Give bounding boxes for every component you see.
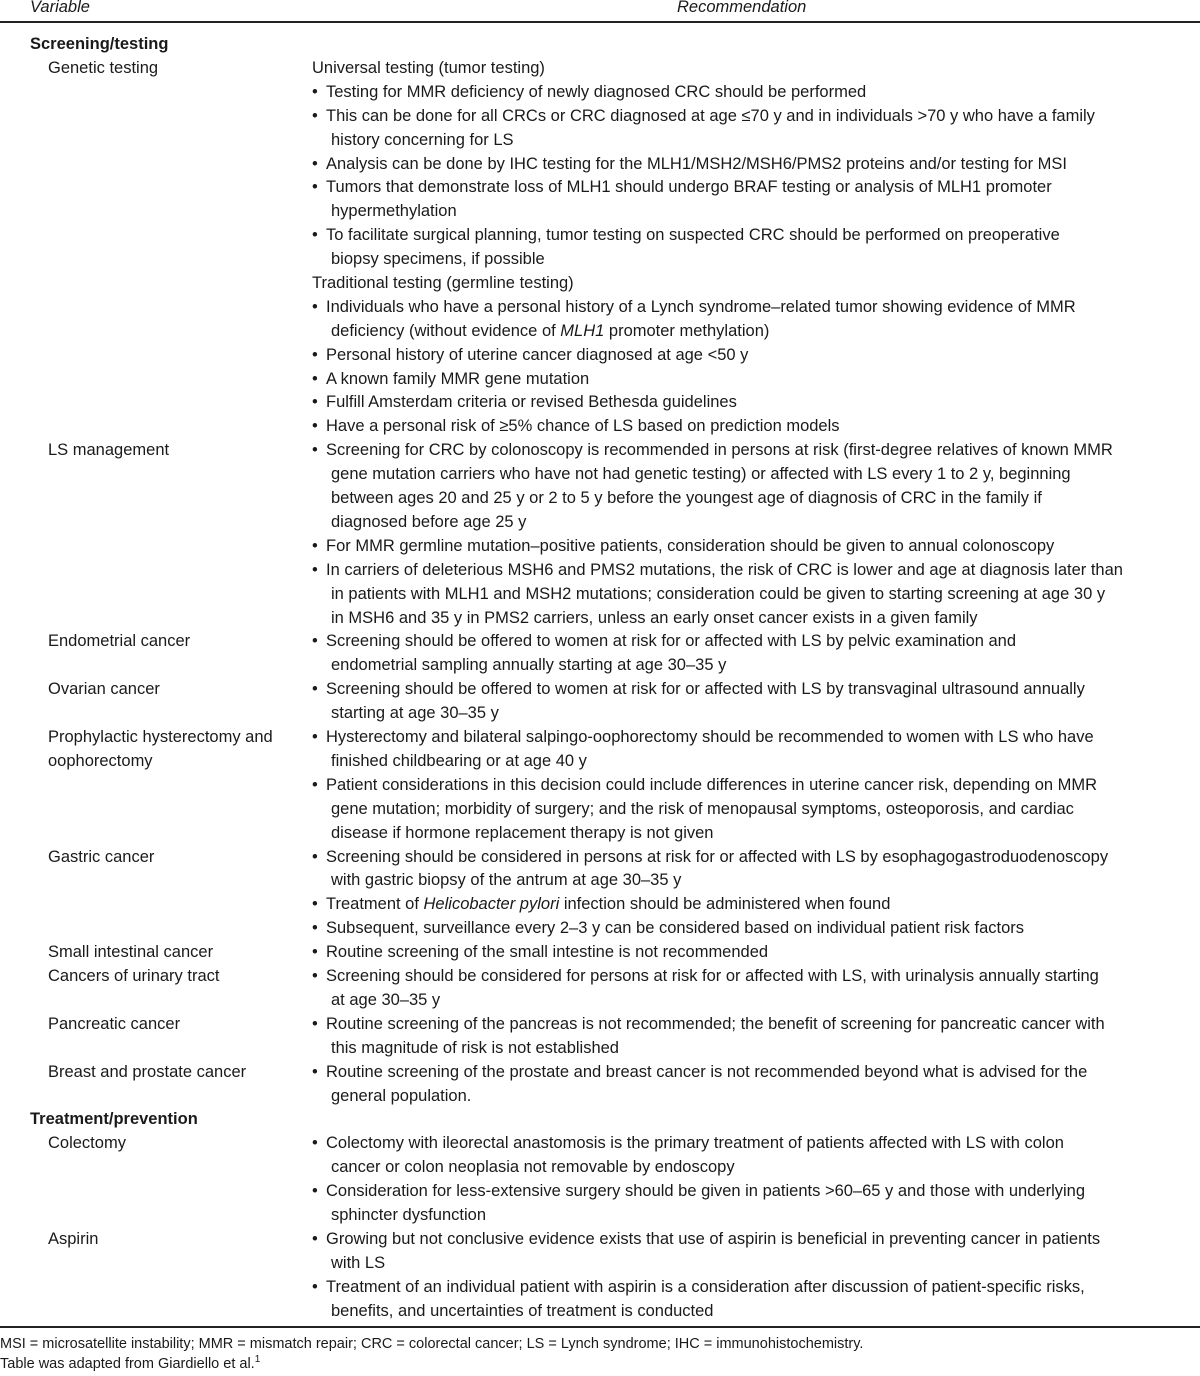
recommendation-bullet (312, 726, 1094, 748)
row-variable: Cancers of urinary tract (48, 967, 220, 985)
recommendation-bullet (312, 559, 1123, 581)
bullet-text: Hysterectomy and bilateral salpingo-oophorectomy should be recommended to women with LS who have (326, 728, 1094, 746)
footnote-ref: 1 (254, 1354, 261, 1366)
recommendation-bullet (312, 535, 1054, 557)
bullet-text: Routine screening of the pancreas is not recommended; the benefit of screening for pancreatic cancer with (326, 1015, 1105, 1033)
bullet-text: Analysis can be done by IHC testing for the MLH1/MSH2/MSH6/PMS2 proteins and/or testing for MSI (326, 155, 1068, 173)
bullet-icon: • (312, 1230, 318, 1248)
bullet-text: Individuals who have a personal history of a Lynch syndrome–related tumor showing evidence of MMR (326, 298, 1076, 316)
bullet-text: Consideration for less-extensive surgery should be given in patients >60–65 y and those with underlying (326, 1182, 1085, 1200)
recommendation-bullet (312, 965, 1099, 987)
row-variable: Gastric cancer (48, 848, 155, 866)
bullet-text: Screening for CRC by colonoscopy is recommended in persons at risk (first-degree relatives of known MMR (326, 441, 1113, 459)
recommendation-bullet (312, 1132, 1064, 1154)
bullet-continuation: in patients with MLH1 and MSH2 mutations; consideration could be given to starting screening at age 30 y (331, 585, 1106, 603)
bullet-icon: • (312, 83, 318, 101)
bullet-continuation: general population. (331, 1087, 472, 1105)
bullet-continuation: this magnitude of risk is not established (331, 1039, 619, 1057)
row-variable: Ovarian cancer (48, 680, 160, 698)
bullet-continuation: biopsy specimens, if possible (331, 250, 545, 268)
bullet-text: Screening should be offered to women at risk for or affected with LS by transvaginal ultrasound annually (326, 680, 1085, 698)
recommendation-bullet (312, 678, 1085, 700)
row-variable: Genetic testing (48, 59, 159, 77)
recommendation-bullet (312, 105, 1095, 127)
header-variable: Variable (30, 0, 90, 16)
bullet-text: This can be done for all CRCs or CRC diagnosed at age ≤70 y and in individuals >70 y who have a family (326, 107, 1095, 125)
recommendation-bullet (312, 439, 1113, 461)
bullet-continuation: at age 30–35 y (331, 991, 441, 1009)
bullet-icon: • (312, 1134, 318, 1152)
recommendation-bullet (312, 774, 1097, 796)
recommendation-subheading: Traditional testing (germline testing) (312, 274, 574, 292)
bullet-continuation: with gastric biopsy of the antrum at age 30–35 y (331, 871, 682, 889)
table-header (0, 0, 1200, 20)
recommendation-bullet (312, 1013, 1105, 1035)
row-variable: Small intestinal cancer (48, 943, 214, 961)
bullet-text: To facilitate surgical planning, tumor testing on suspected CRC should be performed on preoperative (326, 226, 1060, 244)
bullet-continuation: deficiency (without evidence of MLH1 promoter methylation) (331, 322, 770, 340)
bullet-continuation: endometrial sampling annually starting at age 30–35 y (331, 656, 727, 674)
bullet-text: Testing for MMR deficiency of newly diagnosed CRC should be performed (326, 83, 867, 101)
footnote-source (0, 1353, 260, 1375)
bullet-icon: • (312, 632, 318, 650)
recommendation-bullet (312, 81, 866, 103)
footnote-abbreviations: MSI = microsatellite instability; MMR = mismatch repair; CRC = colorectal cancer; LS = Lynch syndrome; IHC = immunohistochemistry. (0, 1336, 864, 1352)
bullet-text: Subsequent, surveillance every 2–3 y can be considered based on individual patient risk factors (326, 919, 1025, 937)
recommendation-bullet (312, 917, 1024, 939)
bullet-continuation: benefits, and uncertainties of treatment is conducted (331, 1302, 714, 1320)
bullet-text: Have a personal risk of ≥5% chance of LS based on prediction models (326, 417, 840, 435)
bullet-icon: • (312, 370, 318, 388)
bullet-text: Routine screening of the small intestine is not recommended (326, 943, 769, 961)
bullet-continuation: with LS (331, 1254, 386, 1272)
bullet-text: A known family MMR gene mutation (326, 370, 590, 388)
bullet-icon: • (312, 680, 318, 698)
bullet-icon: • (312, 1063, 318, 1081)
row-variable: oophorectomy (48, 752, 153, 770)
bullet-icon: • (312, 561, 318, 579)
bullet-icon: • (312, 178, 318, 196)
bullet-text: For MMR germline mutation–positive patients, consideration should be given to annual colonoscopy (326, 537, 1055, 555)
recommendation-bullet (312, 368, 589, 390)
recommendation-bullet (312, 941, 768, 963)
bullet-text: Patient considerations in this decision could include differences in uterine cancer risk, depending on MMR (326, 776, 1098, 794)
bullet-continuation: history concerning for LS (331, 131, 514, 149)
section-title: Treatment/prevention (30, 1110, 198, 1128)
row-variable: Aspirin (48, 1230, 99, 1248)
bullet-icon: • (312, 417, 318, 435)
bullet-icon: • (312, 1015, 318, 1033)
bullet-text: Screening should be considered for persons at risk for or affected with LS, with urinalysis annually starting (326, 967, 1099, 985)
bullet-icon: • (312, 441, 318, 459)
recommendation-bullet (312, 1061, 1087, 1083)
header-recommendation: Recommendation (677, 0, 807, 16)
bullet-icon: • (312, 346, 318, 364)
row-variable: Breast and prostate cancer (48, 1063, 247, 1081)
recommendation-bullet (312, 1276, 1085, 1298)
bullet-icon: • (312, 848, 318, 866)
bullet-icon: • (312, 776, 318, 794)
recommendation-bullet (312, 176, 1052, 198)
bullet-continuation: cancer or colon neoplasia not removable by endoscopy (331, 1158, 735, 1176)
row-variable: Pancreatic cancer (48, 1015, 181, 1033)
bullet-text: Treatment of Helicobacter pylori infection should be administered when found (326, 895, 891, 913)
bullet-text: Tumors that demonstrate loss of MLH1 should undergo BRAF testing or analysis of MLH1 promoter (326, 178, 1052, 196)
bullet-continuation: gene mutation; morbidity of surgery; and the risk of menopausal symptoms, osteoporosis, and cardiac (331, 800, 1074, 818)
bullet-icon: • (312, 226, 318, 244)
recommendation-bullet (312, 344, 748, 366)
bullet-icon: • (312, 155, 318, 173)
bullet-continuation: between ages 20 and 25 y or 2 to 5 y before the youngest age of diagnosis of CRC in the family if (331, 489, 1042, 507)
recommendation-bullet (312, 153, 1067, 175)
section-title: Screening/testing (30, 35, 169, 53)
bullet-text: In carriers of deleterious MSH6 and PMS2 mutations, the risk of CRC is lower and age at diagnosis later than (326, 561, 1123, 579)
bullet-icon: • (312, 967, 318, 985)
recommendation-bullet (312, 630, 1016, 652)
recommendation-bullet (312, 224, 1060, 246)
bullet-icon: • (312, 728, 318, 746)
row-variable: LS management (48, 441, 170, 459)
bullet-icon: • (312, 919, 318, 937)
bullet-icon: • (312, 107, 318, 125)
bullet-text: Growing but not conclusive evidence exists that use of aspirin is beneficial in preventing cancer in patients (326, 1230, 1101, 1248)
bullet-text: Treatment of an individual patient with aspirin is a consideration after discussion of patient-specific risks, (326, 1278, 1085, 1296)
recommendation-subheading: Universal testing (tumor testing) (312, 59, 545, 77)
recommendation-bullet (312, 391, 737, 413)
bullet-continuation: disease if hormone replacement therapy is not given (331, 824, 714, 842)
bullet-icon: • (312, 1182, 318, 1200)
bottom-rule (0, 1326, 1200, 1328)
bullet-continuation: hypermethylation (331, 202, 457, 220)
row-variable: Colectomy (48, 1134, 126, 1152)
bullet-text: Personal history of uterine cancer diagnosed at age <50 y (326, 346, 749, 364)
recommendation-bullet (312, 893, 890, 915)
recommendation-bullet (312, 846, 1108, 868)
footnote-source-text: Table was adapted from Giardiello et al. (0, 1356, 255, 1372)
recommendation-bullet (312, 296, 1076, 318)
bullet-text: Colectomy with ileorectal anastomosis is the primary treatment of patients affected with LS with colon (326, 1134, 1064, 1152)
bullet-text: Screening should be offered to women at risk for or affected with LS by pelvic examination and (326, 632, 1017, 650)
bullet-icon: • (312, 393, 318, 411)
bullet-text: Fulfill Amsterdam criteria or revised Bethesda guidelines (326, 393, 737, 411)
bullet-icon: • (312, 537, 318, 555)
bullet-icon: • (312, 943, 318, 961)
bullet-continuation: starting at age 30–35 y (331, 704, 499, 722)
bullet-continuation: sphincter dysfunction (331, 1206, 487, 1224)
bullet-icon: • (312, 895, 318, 913)
top-rule (0, 21, 1200, 23)
bullet-text: Routine screening of the prostate and breast cancer is not recommended beyond what is advised for the (326, 1063, 1088, 1081)
row-variable: Endometrial cancer (48, 632, 191, 650)
recommendation-bullet (312, 415, 840, 437)
recommendation-bullet (312, 1228, 1100, 1250)
row-variable: Prophylactic hysterectomy and (48, 728, 273, 746)
bullet-continuation: in MSH6 and 35 y in PMS2 carriers, unless an early onset cancer exists in a given family (331, 609, 978, 627)
recommendation-bullet (312, 1180, 1085, 1202)
bullet-continuation: finished childbearing or at age 40 y (331, 752, 587, 770)
bullet-text: Screening should be considered in persons at risk for or affected with LS by esophagogastroduodenoscopy (326, 848, 1109, 866)
bullet-continuation: gene mutation carriers who have not had genetic testing) or affected with LS every 1 to 2 y, beginning (331, 465, 1071, 483)
bullet-icon: • (312, 298, 318, 316)
bullet-icon: • (312, 1278, 318, 1296)
bullet-continuation: diagnosed before age 25 y (331, 513, 527, 531)
